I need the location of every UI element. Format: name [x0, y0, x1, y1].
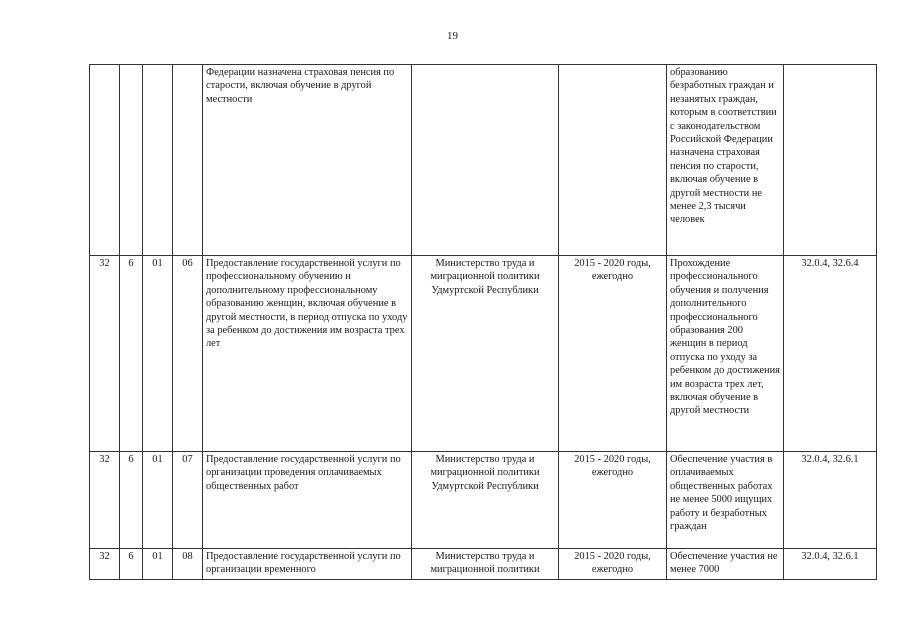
cell-program: 32: [90, 256, 120, 452]
cell-executor: Министерство труда и миграционной политики Удмуртской Республики: [412, 256, 559, 452]
cell-executor: Министерство труда и миграционной политики: [412, 549, 559, 580]
cell-indicator-link: [784, 65, 877, 256]
cell-indicator-link: 32.0.4, 32.6.4: [784, 256, 877, 452]
page-number: 19: [447, 30, 458, 42]
cell-subprogram: 6: [120, 452, 143, 549]
table-row: [90, 452, 877, 549]
program-table: [89, 64, 877, 580]
cell-term: 2015 - 2020 годы, ежегодно: [559, 452, 667, 549]
cell-executor: [412, 65, 559, 256]
cell-indicator-link: 32.0.4, 32.6.1: [784, 452, 877, 549]
cell-indicator-link: 32.0.4, 32.6.1: [784, 549, 877, 580]
cell-subprogram: [120, 65, 143, 256]
cell-term: [559, 65, 667, 256]
table-row: [90, 256, 877, 452]
cell-expected-result: Прохождение профессионального обучения и получения дополнительного профессионального образования 200 женщин в период отпуска по уходу за ребенком до достижения им возраста трех лет, включая обучение в другой местности: [667, 256, 784, 452]
cell-measure: [173, 65, 203, 256]
cell-main-measure: 01: [143, 452, 173, 549]
cell-measure-name: Предоставление государственной услуги по организации проведения оплачиваемых общественных работ: [203, 452, 412, 549]
cell-measure: 06: [173, 256, 203, 452]
cell-expected-result: Обеспечение участия в оплачиваемых общественных работах не менее 5000 ищущих работу и безработных граждан: [667, 452, 784, 549]
cell-subprogram: 6: [120, 549, 143, 580]
table-row: [90, 549, 877, 580]
cell-term: 2015 - 2020 годы, ежегодно: [559, 549, 667, 580]
cell-executor: Министерство труда и миграционной политики Удмуртской Республики: [412, 452, 559, 549]
cell-term: 2015 - 2020 годы, ежегодно: [559, 256, 667, 452]
cell-program: 32: [90, 452, 120, 549]
cell-subprogram: 6: [120, 256, 143, 452]
cell-main-measure: [143, 65, 173, 256]
cell-measure: 07: [173, 452, 203, 549]
cell-main-measure: 01: [143, 256, 173, 452]
cell-measure-name: Федерации назначена страховая пенсия по старости, включая обучение в другой местности: [203, 65, 412, 256]
cell-measure-name: Предоставление государственной услуги по организации временного: [203, 549, 412, 580]
table-row: [90, 65, 877, 256]
cell-expected-result: Обеспечение участия не менее 7000: [667, 549, 784, 580]
cell-measure: 08: [173, 549, 203, 580]
cell-program: [90, 65, 120, 256]
cell-measure-name: Предоставление государственной услуги по профессиональному обучению и дополнительному профессиональному образованию женщин, включая обучение в другой местности, в период отпуска по уходу за ребенком до достижения им возраста трех лет: [203, 256, 412, 452]
cell-program: 32: [90, 549, 120, 580]
cell-expected-result: образованию безработных граждан и незанятых граждан, которым в соответствии с законодательством Российской Федерации назначена страховая пенсия по старости, включая обучение в другой местности не менее 2,3 тысячи человек: [667, 65, 784, 256]
cell-main-measure: 01: [143, 549, 173, 580]
